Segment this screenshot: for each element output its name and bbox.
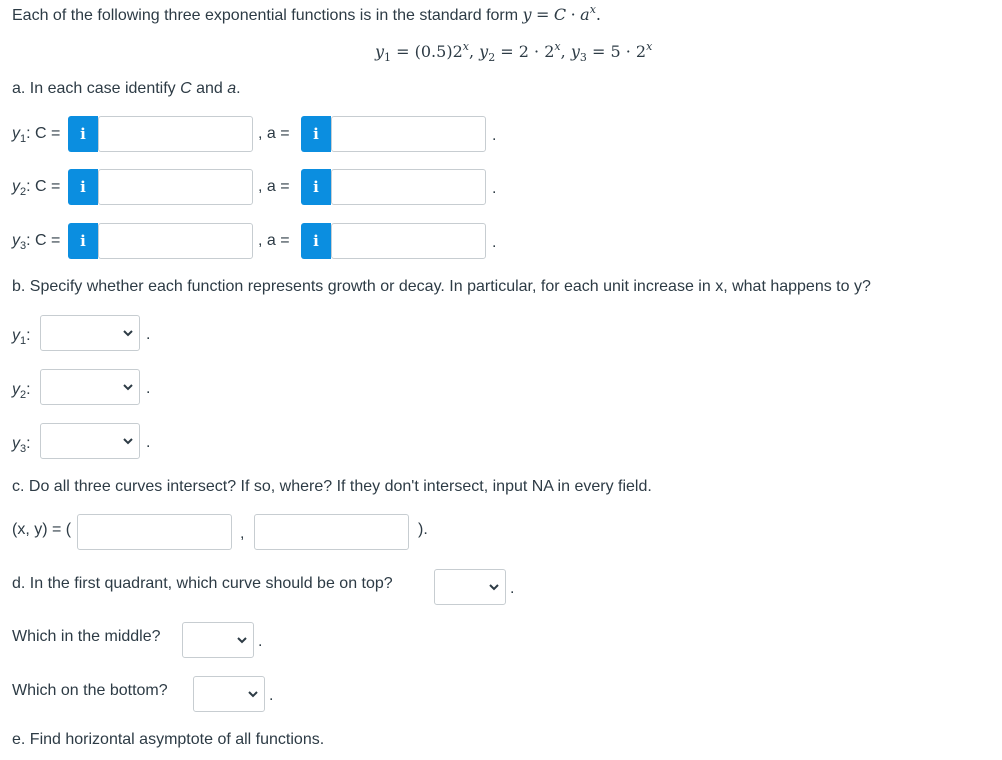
form-x: x — [589, 3, 596, 16]
part-a-row-3-dot: . — [492, 234, 497, 251]
eq-y1-sub: 1 — [384, 51, 392, 64]
y2-growth-select[interactable] — [40, 369, 140, 405]
part-a-row-2-a-label: , a = — [258, 178, 290, 195]
form-C: C — [553, 5, 567, 24]
c2-input[interactable] — [98, 169, 253, 205]
intro-text: Each of the following three exponential functions is in the standard form — [12, 7, 519, 24]
chevron-down-icon — [123, 438, 133, 445]
part-a-row-3-label: $y_3$: C = — [12, 232, 61, 252]
chevron-down-icon — [123, 384, 133, 391]
chevron-down-icon — [237, 637, 247, 644]
info-icon[interactable]: i — [68, 169, 98, 205]
eq-y1-name: y — [375, 42, 385, 61]
eq-y2-name: y — [479, 42, 489, 61]
part-a-heading-end: . — [236, 80, 241, 97]
form-a: a — [580, 5, 590, 24]
part-a-heading-C: C — [180, 80, 192, 97]
form-dot: · — [570, 5, 576, 24]
part-a-heading — [12, 80, 241, 98]
form-y: y — [522, 5, 532, 24]
info-icon[interactable]: i — [301, 169, 331, 205]
equations-line — [375, 40, 653, 64]
part-d-top-dot: . — [510, 580, 515, 597]
eq-y3-name: y — [570, 42, 580, 61]
chevron-down-icon — [489, 584, 499, 591]
eq-sep2: , — [560, 42, 566, 61]
part-d-middle-question: Which in the middle? — [12, 628, 161, 645]
part-b-row-3-dot: . — [146, 434, 151, 451]
part-c-comma: , — [240, 525, 245, 542]
part-a-row-1-dot: . — [492, 127, 497, 144]
eq-y1-rhs: = (0.5)2 — [396, 42, 463, 61]
part-d-middle-dot: . — [258, 633, 263, 650]
eq-y2-exp: x — [554, 40, 561, 53]
intro-line — [12, 5, 601, 25]
eq-y1-exp: x — [462, 40, 469, 53]
a1-input[interactable] — [331, 116, 486, 152]
part-b-heading: b. Specify whether each function represents growth or decay. In particular, for each unit increase in x, what happens to y? — [12, 278, 871, 295]
info-icon[interactable]: i — [301, 223, 331, 259]
part-c-heading: c. Do all three curves intersect? If so, where? If they don't intersect, input NA in every field. — [12, 478, 652, 495]
part-a-row-2-dot: . — [492, 180, 497, 197]
xy-label: (x, y) = ( — [12, 521, 72, 538]
eq-y3-exp: x — [646, 40, 653, 53]
part-a-row-1-a-label: , a = — [258, 125, 290, 142]
top-curve-select[interactable] — [434, 569, 506, 605]
middle-curve-select[interactable] — [182, 622, 254, 658]
part-b-row-1-dot: . — [146, 326, 151, 343]
part-a-heading-and: and — [191, 80, 228, 97]
eq-sep1: , — [468, 42, 475, 61]
part-a-heading-a: a — [227, 80, 237, 97]
part-a-row-1-label: $y_1$: C = — [12, 125, 61, 145]
part-b-row-2-label: $y_2$: — [12, 381, 31, 401]
info-icon[interactable]: i — [68, 116, 98, 152]
form-eq: = — [536, 5, 550, 24]
part-a-row-3-a-label: , a = — [258, 232, 290, 249]
part-b-row-2-dot: . — [146, 380, 151, 397]
eq-y3-sub: 3 — [579, 51, 587, 64]
y1-growth-select[interactable] — [40, 315, 140, 351]
intersection-y-input[interactable] — [254, 514, 409, 550]
a2-input[interactable] — [331, 169, 486, 205]
bottom-curve-select[interactable] — [193, 676, 265, 712]
part-d-bottom-question: Which on the bottom? — [12, 682, 168, 699]
form-end: . — [595, 5, 601, 24]
eq-y3-rhs: = 5 · 2 — [591, 42, 647, 61]
info-icon[interactable]: i — [301, 116, 331, 152]
a3-input[interactable] — [331, 223, 486, 259]
part-c-close: ). — [418, 521, 428, 538]
eq-y2-sub: 2 — [488, 51, 496, 64]
part-b-row-1-label: $y_1$: — [12, 327, 31, 347]
part-b-row-3-label: $y_3$: — [12, 435, 31, 455]
part-a-heading-prefix: a. In each case identify — [12, 80, 181, 97]
part-d-top-question: d. In the first quadrant, which curve should be on top? — [12, 575, 393, 592]
y3-growth-select[interactable] — [40, 423, 140, 459]
info-icon[interactable]: i — [68, 223, 98, 259]
part-d-bottom-dot: . — [269, 687, 274, 704]
chevron-down-icon — [248, 691, 258, 698]
intersection-x-input[interactable] — [77, 514, 232, 550]
c1-input[interactable] — [98, 116, 253, 152]
c3-input[interactable] — [98, 223, 253, 259]
chevron-down-icon — [123, 330, 133, 337]
eq-y2-rhs: = 2 · 2 — [500, 42, 555, 61]
part-e-heading: e. Find horizontal asymptote of all functions. — [12, 731, 325, 748]
part-a-row-2-label: $y_2$: C = — [12, 178, 61, 198]
